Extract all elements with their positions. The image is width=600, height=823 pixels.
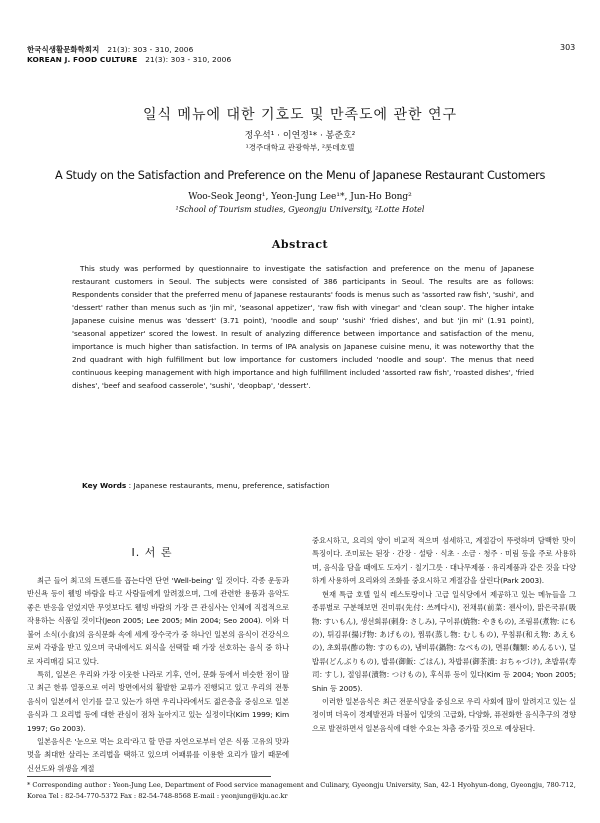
journal-name-en: KOREAN J. FOOD CULTURE xyxy=(27,55,138,64)
section-heading-introduction: I. 서 론 xyxy=(131,546,173,559)
paragraph: 현재 특급 호텔 일식 레스토랑이나 고급 일식당에서 제공하고 있는 메뉴들을 그 종류별로 구분해보면 진미류(先付: 쓰께다시), 전채류(前菜: 젠사이), 맑은국류(吸物: すいもん), 생선회류(刺身: さしみ), 구이류(焼物: やきもの), 조림류(煮物: にもの), 튀김류(揚げ物: あげもの), 찜류(蒸し物: むしもの), 무침류(和え物: あえもの), 초회류(酢の物: すのもの), 냄비류(鍋物: なべもの), 면류(麵類: めんるい), 덮밥류(どんぶりもの), 밥류(御飯: ごはん), 차밥류(御茶漬: おちゃづけ), 초밥류(寿司: すし), 절임류(漬物: つけもの), 후식류 등이 있다(Kim 등 2004; Yoon 2005; Shin 등 2005). xyxy=(312,589,576,693)
journal-name-ko: 한국식생활문화학회지 xyxy=(27,45,100,54)
authors-ko: 정우석¹ · 이연정¹* · 봉준호² xyxy=(244,131,356,141)
left-column xyxy=(27,574,289,775)
journal-volume-en: 21(3): 303 - 310, 2006 xyxy=(145,55,232,64)
paragraph: 이러한 일본음식은 최근 전문식당을 중심으로 우리 사회에 많이 알려지고 있는 실정이며 더욱이 경제발전과 더불어 입맛의 고급화, 다양화, 퓨전화한 음식추구의 경향으로 발전하면서 일본음식에 대한 수요는 차츰 증가할 것으로 예상된다. xyxy=(312,697,576,733)
paragraph: 특히, 일본은 우리와 가장 이웃한 나라로 기후, 언어, 문화 등에서 비슷한 점이 많고 최근 한류 열풍으로 여러 방면에서의 활발한 교류가 진행되고 있고 우리의 전통음식이 일본에서 인기를 끌고 있는가 하면 우리나라에서도 젊은층을 중심으로 일본음식과 그 요리법 등에 대한 관심이 점차 높아지고 있는 실정이다(Kim 1999; Kim 1997; Go 2003). xyxy=(27,669,289,733)
journal-header-ko xyxy=(27,44,193,55)
abstract-body: This study was performed by questionnaire to investigate the satisfaction and preference on the menu of Japanese restaurant customers in Seoul. The subjects were consisted of 386 participants in Seoul. The results are as follows: Respondents consider that the preferred menu of Japanese restaurants' foods is menus such as 'assorted raw fish', 'sushi', and 'dessert' rather than menus such as 'jin mi', 'seasonal appetizer', 'raw fish with vinegar' and 'clean soup'. The higher intake Japanese cuisine menus was 'dessert' (3.71 point), 'noodle and soup' 'sushi' 'fried dishes', and but 'jin mi' (1.91 point), 'seasonal appetizer' scored the lowest. In result of analyzing difference between importance and satisfaction of the menu, importance is much higher than satisfaction. In terms of IPA analysis on Japanese cuisine menu, it was noteworthy that the 2nd quadrant with high fulfillment but low importance for customers included 'noodle and soup'. The menus that need continuous keeping management with high importance and high fulfillment included 'assorted raw fish', 'roasted dishes', 'fried dishes', 'beef and seafood casserole', 'sushi', 'deopbap', 'dessert'. xyxy=(72,264,534,390)
paragraph: 일본음식은 '눈으로 먹는 요리'라고 할 만큼 자연으로부터 얻은 식품 고유의 맛과 멋을 최대한 살리는 조리법을 택하고 있으며 어패류를 이용한 요리가 많기 때문에 신선도와 위생을 계절 xyxy=(27,737,289,773)
footnote-corresponding-author: * Corresponding author : Yeon-Jung Lee, Department of Food service management and Culinary, Gyeongju University, San, 42-1 Hyohyun-dong, Gyeongju, 780-712, Korea Tel : 82-54-770-5372 Fax : 82-54-748-8568 E-mail : yeonjung@kju.ac.kr xyxy=(27,781,576,800)
footnote-rule xyxy=(27,776,271,777)
authors-en: Woo-Seok Jeong¹, Yeon-Jung Lee¹*, Jun-Ho Bong² xyxy=(188,192,412,202)
keywords xyxy=(82,481,542,490)
affiliation-en: ¹School of Tourism studies, Gyeongju University, ²Lotte Hotel xyxy=(175,205,425,214)
paragraph: 중요시하고, 요리의 양이 비교적 적으며 섬세하고, 계절감이 뚜렷하며 담백한 맛이 특징이다. 조미료는 된장 · 간장 · 설탕 · 식초 · 소금 · 청주 · 미림 등을 주로 사용하며, 음식을 담을 때에도 도자기 · 칠기그릇 · 대나무제품 · 유리제품과 같은 것을 다양하게 사용하여 요리와의 조화를 중요시하고 계절감을 살린다(Park 2003). xyxy=(312,536,576,586)
page-number: 303 xyxy=(560,43,576,52)
keywords-label: Key Words xyxy=(82,481,127,490)
affiliation-ko: ¹경주대학교 관광학부, ²롯데호텔 xyxy=(245,143,355,152)
journal-header-en xyxy=(27,55,231,64)
abstract-heading: Abstract xyxy=(271,238,329,251)
right-column xyxy=(312,534,576,735)
paragraph: 최근 들어 최고의 트렌드를 꼽는다면 단연 'Well-being' 일 것이다. 각종 운동과 반신욕 등이 웰빙 바람을 타고 사람들에게 알려졌으며, 그에 관련한 용품과 음악도 좋은 반응을 얻었지만 무엇보다도 웰빙 바람의 가장 큰 관심사는 인체에 직접적으로 작용하는 식품일 것이다(Jeon 2005; Lee 2005; Min 2004; Seo 2004). 이와 더불어 소식(小食)의 음식문화 속에 세계 장수국가 중 하나인 일본의 음식이 건강식으로써 각광을 받고 있으며 국내에서도 외식을 선택할 때 가장 선호하는 음식 중 하나로 자리매김 되고 있다. xyxy=(27,576,289,666)
journal-volume-ko: 21(3): 303 - 310, 2006 xyxy=(107,45,194,54)
paper-title-en: A Study on the Satisfaction and Preference on the Menu of Japanese Restaurant Customers xyxy=(54,169,546,182)
keywords-list: : Japanese restaurants, menu, preference, satisfaction xyxy=(126,481,330,490)
paper-title-ko: 일식 메뉴에 대한 기호도 및 만족도에 관한 연구 xyxy=(142,107,458,123)
